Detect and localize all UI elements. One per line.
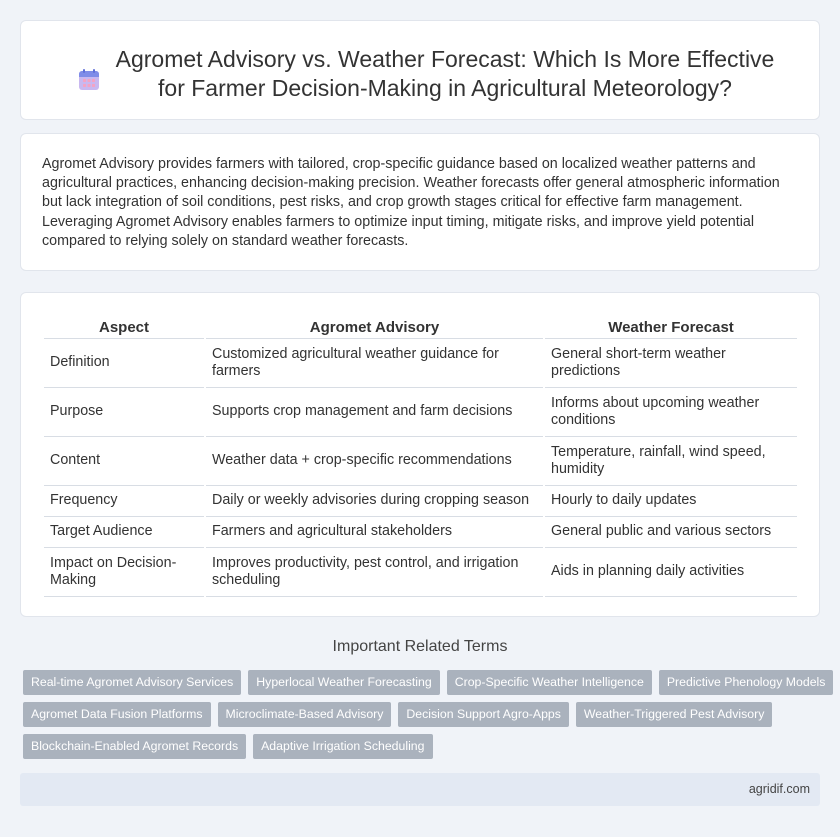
row-agromet: Weather data + crop-specific recommendations [206,437,543,486]
related-term-tag[interactable]: Hyperlocal Weather Forecasting [248,670,439,695]
header-weather-forecast: Weather Forecast [545,315,797,339]
row-agromet: Daily or weekly advisories during cropping season [206,486,543,517]
related-term-tag[interactable]: Crop-Specific Weather Intelligence [447,670,652,695]
row-aspect: Target Audience [44,517,204,548]
comparison-card [20,292,820,617]
related-term-tag[interactable]: Weather-Triggered Pest Advisory [576,702,772,727]
header-aspect: Aspect [44,315,204,339]
calendar-icon [77,68,101,92]
title-card [20,20,820,120]
row-aspect: Purpose [44,388,204,437]
row-forecast: Aids in planning daily activities [545,548,797,597]
related-terms-title: Important Related Terms [332,638,508,655]
table-row [44,548,797,597]
tag-row [23,702,823,727]
row-agromet: Supports crop management and farm decisions [206,388,543,437]
row-forecast: Temperature, rainfall, wind speed, humidity [545,437,797,486]
table-header-row [44,315,797,339]
related-term-tag[interactable]: Blockchain-Enabled Agromet Records [23,734,246,759]
row-forecast: General short-term weather predictions [545,339,797,388]
table-row [44,388,797,437]
footer-site-link[interactable]: agridif.com [748,782,810,796]
row-aspect: Content [44,437,204,486]
related-term-tag[interactable]: Adaptive Irrigation Scheduling [253,734,432,759]
footer [20,773,820,806]
row-forecast: Informs about upcoming weather conditions [545,388,797,437]
tag-row [23,670,826,695]
related-terms-tags [23,670,826,766]
table-row [44,486,797,517]
row-forecast: General public and various sectors [545,517,797,548]
intro-card [20,133,820,271]
tag-row [23,734,823,759]
related-term-tag[interactable]: Decision Support Agro-Apps [398,702,568,727]
table-row [44,339,797,388]
table-row [44,517,797,548]
header-agromet-advisory: Agromet Advisory [206,315,543,339]
page-title: Agromet Advisory vs. Weather Forecast: Which Is More Effective for Farmer Decision-Making in Agricultural Meteorology? [115,46,775,101]
intro-paragraph: Agromet Advisory provides farmers with tailored, crop-specific guidance based on localized weather patterns and agricultural practices, enhancing decision-making precision. Weather forecasts offer general atmospheric information but lack integration of soil conditions, pest risks, and crop growth stages critical for effective farm management. Leveraging Agromet Advisory enables farmers to optimize input timing, mitigate risks, and improve yield potential compared to relying solely on standard weather forecasts. [42,156,780,249]
related-term-tag[interactable]: Microclimate-Based Advisory [218,702,392,727]
row-forecast: Hourly to daily updates [545,486,797,517]
comparison-table [42,315,799,597]
row-aspect: Definition [44,339,204,388]
row-agromet: Customized agricultural weather guidance for farmers [206,339,543,388]
row-aspect: Impact on Decision-Making [44,548,204,597]
related-term-tag[interactable]: Real-time Agromet Advisory Services [23,670,241,695]
related-term-tag[interactable]: Predictive Phenology Models [659,670,834,695]
row-aspect: Frequency [44,486,204,517]
row-agromet: Farmers and agricultural stakeholders [206,517,543,548]
related-term-tag[interactable]: Agromet Data Fusion Platforms [23,702,211,727]
row-agromet: Improves productivity, pest control, and irrigation scheduling [206,548,543,597]
table-row [44,437,797,486]
